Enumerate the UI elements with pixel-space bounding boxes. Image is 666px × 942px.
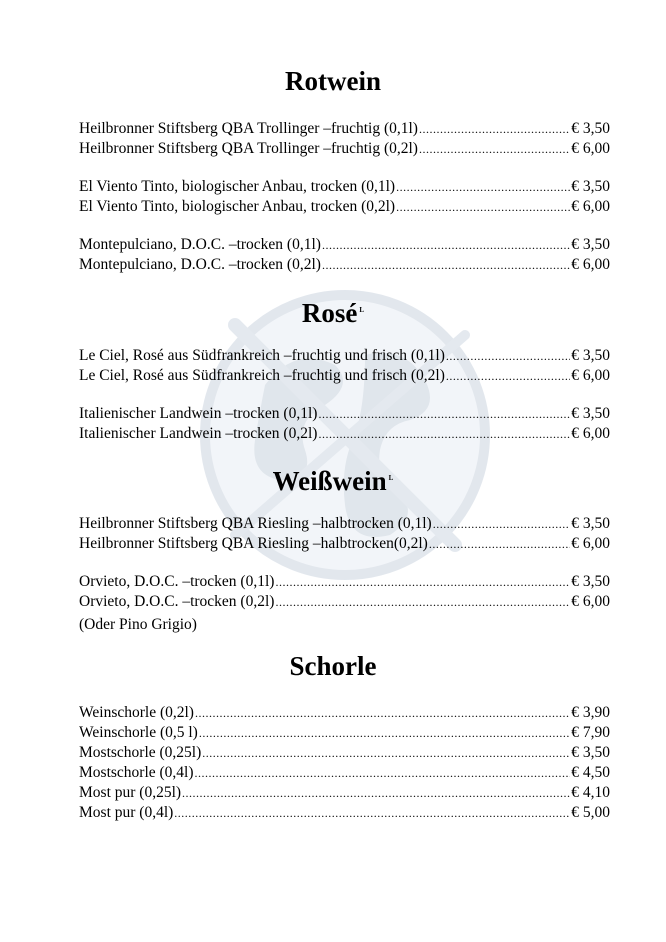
dot-leader	[419, 139, 570, 159]
dot-leader	[429, 534, 570, 554]
menu-item	[79, 723, 610, 743]
dot-leader	[182, 783, 570, 803]
dot-leader	[322, 255, 570, 275]
dot-leader	[433, 514, 571, 534]
menu-item	[79, 534, 610, 554]
menu-item-name: Montepulciano, D.O.C. –trocken (0,2l)	[79, 256, 321, 273]
dot-leader	[275, 572, 570, 592]
menu-item-name: Italienischer Landwein –trocken (0,1l)	[79, 405, 318, 422]
menu-item-name: El Viento Tinto, biologischer Anbau, trocken (0,2l)	[79, 198, 396, 215]
menu-item-price: € 3,50	[571, 744, 610, 761]
dot-leader	[202, 743, 570, 763]
dot-leader	[446, 346, 570, 366]
menu-item	[79, 783, 610, 803]
menu-item-price: € 3,50	[571, 405, 610, 422]
menu-item-name: Most pur (0,25l)	[79, 784, 182, 801]
menu-item-name: Le Ciel, Rosé aus Südfrankreich –fruchtig und frisch (0,1l)	[79, 347, 445, 364]
section-title-schorle: Schorle	[289, 651, 377, 681]
section-title-rotwein: Rotwein	[285, 66, 381, 96]
dot-leader	[195, 763, 571, 783]
menu-item-name: Mostschorle (0,25l)	[79, 744, 202, 761]
dot-leader	[396, 197, 570, 217]
menu-item-name: Montepulciano, D.O.C. –trocken (0,1l)	[79, 236, 321, 253]
menu-item-price: € 6,00	[571, 425, 610, 442]
menu-item-name: Orvieto, D.O.C. –trocken (0,1l)	[79, 573, 275, 590]
menu-item-price: € 6,00	[571, 198, 610, 215]
dot-leader	[275, 592, 570, 612]
dot-leader	[318, 404, 570, 424]
rose-mark: L	[359, 306, 365, 314]
dot-leader	[322, 235, 570, 255]
menu-item	[79, 703, 610, 723]
menu-item	[79, 139, 610, 159]
menu-item-name: Weinschorle (0,5 l)	[79, 724, 198, 741]
menu-item	[79, 404, 610, 424]
menu-item-name: Heilbronner Stiftsberg QBA Riesling –halbtrocken(0,2l)	[79, 535, 428, 552]
menu-item-price: € 6,00	[571, 535, 610, 552]
menu-item-name: El Viento Tinto, biologischer Anbau, trocken (0,1l)	[79, 178, 396, 195]
menu-item	[79, 424, 610, 444]
dot-leader	[199, 723, 570, 743]
menu-item-price: € 7,90	[571, 724, 610, 741]
menu-item	[79, 177, 610, 197]
menu-item-name: Heilbronner Stiftsberg QBA Riesling –halbtrocken (0,1l)	[79, 515, 432, 532]
dot-leader	[195, 703, 570, 723]
menu-item-name: Orvieto, D.O.C. –trocken (0,2l)	[79, 593, 275, 610]
menu-item-price: € 4,50	[571, 764, 610, 781]
menu-item-name: Weinschorle (0,2l)	[79, 704, 194, 721]
menu-item	[79, 366, 610, 386]
rose-title-text: Rosé	[301, 298, 358, 328]
menu-item-name: Most pur (0,4l)	[79, 804, 174, 821]
menu-item	[79, 743, 610, 763]
menu-item-price: € 3,90	[571, 704, 610, 721]
menu-item	[79, 197, 610, 217]
weisswein-mark: L	[388, 474, 394, 482]
menu-item-name: Mostschorle (0,4l)	[79, 764, 194, 781]
dot-leader	[396, 177, 570, 197]
menu-item	[79, 255, 610, 275]
section-title-weisswein	[0, 462, 666, 497]
menu-item-price: € 6,00	[571, 140, 610, 157]
dot-leader	[174, 803, 570, 823]
menu-item-name: Italienischer Landwein –trocken (0,2l)	[79, 425, 318, 442]
dot-leader	[446, 366, 570, 386]
menu-item	[79, 119, 610, 139]
menu-item-price: € 6,00	[571, 256, 610, 273]
menu-item	[79, 572, 610, 592]
menu-item-name: Heilbronner Stiftsberg QBA Trollinger –fruchtig (0,2l)	[79, 140, 418, 157]
menu-item-price: € 3,50	[571, 236, 610, 253]
menu-item	[79, 592, 610, 612]
weisswein-note: (Oder Pino Grigio)	[79, 616, 197, 633]
weisswein-title-text: Weißwein	[272, 466, 387, 496]
menu-item-price: € 3,50	[571, 120, 610, 137]
menu-item-price: € 3,50	[571, 347, 610, 364]
menu-item-price: € 5,00	[571, 804, 610, 821]
menu-item	[79, 763, 610, 783]
menu-item-name: Le Ciel, Rosé aus Südfrankreich –fruchtig und frisch (0,2l)	[79, 367, 445, 384]
section-title-rose	[0, 294, 666, 329]
menu-item	[79, 803, 610, 823]
dot-leader	[318, 424, 570, 444]
menu-item-price: € 6,00	[571, 593, 610, 610]
menu-item	[79, 346, 610, 366]
menu-item	[79, 235, 610, 255]
menu-item-price: € 3,50	[571, 573, 610, 590]
menu-item-price: € 3,50	[571, 178, 610, 195]
menu-item-price: € 4,10	[571, 784, 610, 801]
dot-leader	[419, 119, 570, 139]
menu-item-price: € 3,50	[571, 515, 610, 532]
menu-item	[79, 514, 610, 534]
menu-item-name: Heilbronner Stiftsberg QBA Trollinger –fruchtig (0,1l)	[79, 120, 418, 137]
menu-item-price: € 6,00	[571, 367, 610, 384]
